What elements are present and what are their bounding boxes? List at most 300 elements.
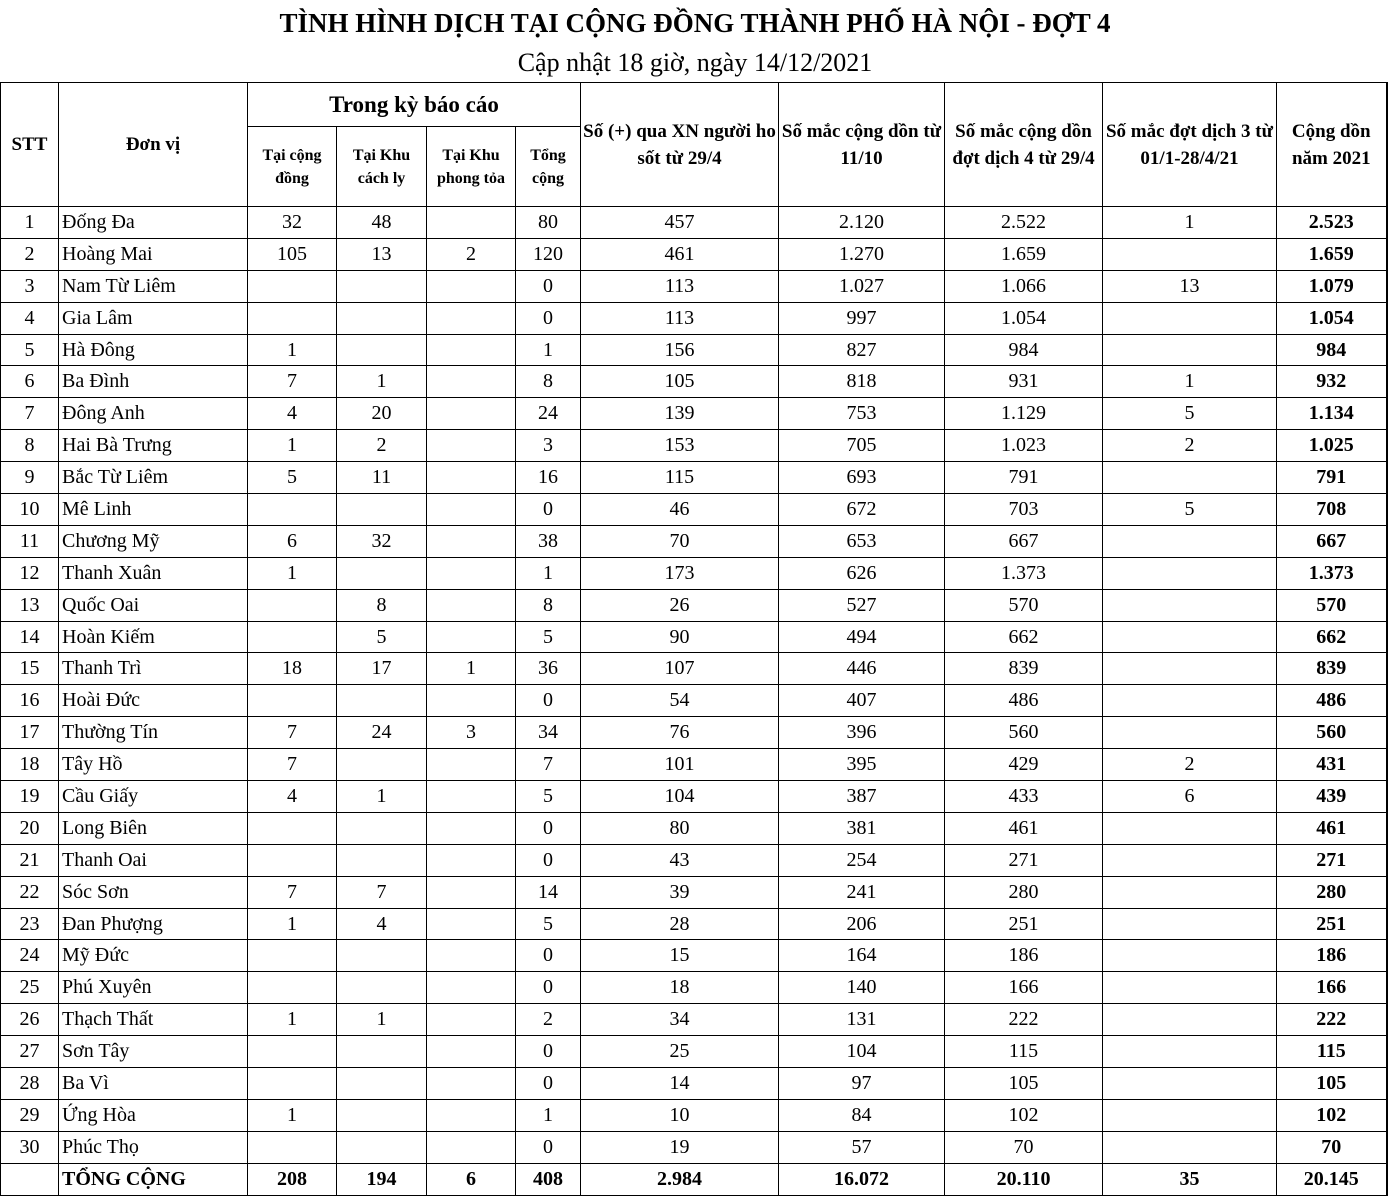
cell-cong-don-dot-4: 984 [945, 334, 1103, 366]
cell-tai-cong-dong [248, 940, 337, 972]
cell-tong-cong: 16 [516, 462, 581, 494]
table-row [1, 1068, 1387, 1100]
cell-tai-cong-dong: 1 [248, 334, 337, 366]
table-row [1, 876, 1387, 908]
cell-stt: 8 [1, 430, 59, 462]
cell-cong-don-11-10: 241 [779, 876, 945, 908]
cell-so-duong-tinh: 18 [581, 972, 779, 1004]
header-so-duong-tinh: Số (+) qua XN người ho sốt từ 29/4 [581, 83, 779, 207]
cell-cong-don-11-10: 387 [779, 781, 945, 813]
cell-cong-don-dot-4: 667 [945, 525, 1103, 557]
cell-tai-cong-dong: 32 [248, 207, 337, 239]
cell-cong-don-2021: 280 [1277, 876, 1387, 908]
cell-tai-cong-dong [248, 1131, 337, 1163]
cell-tong-cong: 0 [516, 1068, 581, 1100]
cell-tai-cong-dong [248, 494, 337, 526]
cell-tai-khu-cach-ly [337, 302, 427, 334]
cell-stt: 24 [1, 940, 59, 972]
cell-tong-cong: 5 [516, 621, 581, 653]
cell-stt: 7 [1, 398, 59, 430]
cell-so-duong-tinh: 104 [581, 781, 779, 813]
cell-stt: 14 [1, 621, 59, 653]
cell-cong-don-11-10: 104 [779, 1036, 945, 1068]
cell-tai-khu-cach-ly: 11 [337, 462, 427, 494]
cell-cong-don-dot-4: 931 [945, 366, 1103, 398]
cell-cong-don-dot-4: 251 [945, 908, 1103, 940]
cell-tai-khu-phong-toa [427, 334, 516, 366]
cell-cong-don-dot-4: 1.129 [945, 398, 1103, 430]
cell-tai-khu-cach-ly [337, 940, 427, 972]
header-cong-don-dot-4: Số mắc cộng dồn đợt dịch 4 từ 29/4 [945, 83, 1103, 207]
cell-dot-3: 2 [1103, 430, 1277, 462]
cell-don-vi: Hà Đông [59, 334, 248, 366]
header-don-vi: Đơn vị [59, 83, 248, 207]
cell-don-vi: Hoàng Mai [59, 238, 248, 270]
cell-cong-don-11-10: 1.270 [779, 238, 945, 270]
cell-cong-don-dot-4: 1.054 [945, 302, 1103, 334]
cell-so-duong-tinh: 25 [581, 1036, 779, 1068]
cell-cong-don-dot-4: 839 [945, 653, 1103, 685]
header-trong-ky-bao-cao: Trong kỳ báo cáo [248, 83, 581, 127]
cell-cong-don-dot-4: 280 [945, 876, 1103, 908]
total-don-vi: TỔNG CỘNG [59, 1163, 248, 1195]
cell-tai-cong-dong [248, 685, 337, 717]
cell-cong-don-dot-4: 703 [945, 494, 1103, 526]
cell-cong-don-2021: 70 [1277, 1131, 1387, 1163]
table-row [1, 1004, 1387, 1036]
cell-tai-cong-dong [248, 844, 337, 876]
cell-tai-khu-cach-ly: 1 [337, 1004, 427, 1036]
cell-tong-cong: 0 [516, 1036, 581, 1068]
cell-cong-don-11-10: 705 [779, 430, 945, 462]
cell-cong-don-2021: 791 [1277, 462, 1387, 494]
cell-tai-khu-cach-ly [337, 685, 427, 717]
cell-cong-don-dot-4: 560 [945, 717, 1103, 749]
cell-cong-don-2021: 431 [1277, 749, 1387, 781]
cell-tai-khu-phong-toa [427, 1068, 516, 1100]
cell-cong-don-dot-4: 105 [945, 1068, 1103, 1100]
cell-tai-khu-cach-ly: 4 [337, 908, 427, 940]
cell-tong-cong: 80 [516, 207, 581, 239]
cell-dot-3 [1103, 302, 1277, 334]
cell-cong-don-2021: 222 [1277, 1004, 1387, 1036]
cell-cong-don-dot-4: 791 [945, 462, 1103, 494]
cell-tai-cong-dong: 18 [248, 653, 337, 685]
cell-don-vi: Hoài Đức [59, 685, 248, 717]
cell-cong-don-2021: 1.134 [1277, 398, 1387, 430]
cell-tai-khu-phong-toa [427, 621, 516, 653]
cell-don-vi: Cầu Giấy [59, 781, 248, 813]
cell-tai-cong-dong: 5 [248, 462, 337, 494]
cell-so-duong-tinh: 10 [581, 1099, 779, 1131]
total-tai-khu-phong-toa: 6 [427, 1163, 516, 1195]
cell-don-vi: Ba Vì [59, 1068, 248, 1100]
cell-dot-3 [1103, 621, 1277, 653]
cell-dot-3 [1103, 685, 1277, 717]
cell-tong-cong: 0 [516, 812, 581, 844]
cell-tai-khu-phong-toa [427, 812, 516, 844]
cell-cong-don-11-10: 57 [779, 1131, 945, 1163]
cell-tai-khu-phong-toa [427, 494, 516, 526]
table-row [1, 270, 1387, 302]
cell-tai-khu-cach-ly: 13 [337, 238, 427, 270]
cell-tong-cong: 38 [516, 525, 581, 557]
cell-tong-cong: 0 [516, 972, 581, 1004]
cell-don-vi: Thanh Xuân [59, 557, 248, 589]
table-row [1, 908, 1387, 940]
table-row [1, 972, 1387, 1004]
cell-cong-don-2021: 1.373 [1277, 557, 1387, 589]
cell-tong-cong: 0 [516, 494, 581, 526]
cell-tong-cong: 8 [516, 589, 581, 621]
cell-tai-cong-dong: 1 [248, 1099, 337, 1131]
cell-so-duong-tinh: 107 [581, 653, 779, 685]
cell-so-duong-tinh: 461 [581, 238, 779, 270]
cell-don-vi: Hoàn Kiếm [59, 621, 248, 653]
cell-so-duong-tinh: 19 [581, 1131, 779, 1163]
cell-tai-khu-cach-ly [337, 972, 427, 1004]
cell-don-vi: Tây Hồ [59, 749, 248, 781]
cell-dot-3 [1103, 812, 1277, 844]
cell-cong-don-2021: 186 [1277, 940, 1387, 972]
cell-tai-khu-phong-toa [427, 207, 516, 239]
cell-cong-don-11-10: 446 [779, 653, 945, 685]
table-row [1, 812, 1387, 844]
cell-cong-don-2021: 251 [1277, 908, 1387, 940]
cell-stt: 6 [1, 366, 59, 398]
cell-tai-khu-cach-ly: 17 [337, 653, 427, 685]
cell-tong-cong: 14 [516, 876, 581, 908]
cell-cong-don-11-10: 395 [779, 749, 945, 781]
cell-tong-cong: 0 [516, 302, 581, 334]
cell-stt: 13 [1, 589, 59, 621]
cell-tai-khu-phong-toa [427, 1099, 516, 1131]
cell-don-vi: Ba Đình [59, 366, 248, 398]
cell-cong-don-2021: 439 [1277, 781, 1387, 813]
total-cong-don-11-10: 16.072 [779, 1163, 945, 1195]
cell-cong-don-11-10: 140 [779, 972, 945, 1004]
cell-so-duong-tinh: 139 [581, 398, 779, 430]
cell-dot-3 [1103, 717, 1277, 749]
cell-cong-don-2021: 2.523 [1277, 207, 1387, 239]
cell-cong-don-2021: 932 [1277, 366, 1387, 398]
cell-tong-cong: 36 [516, 653, 581, 685]
cell-tai-khu-cach-ly [337, 1036, 427, 1068]
cell-tai-khu-phong-toa [427, 749, 516, 781]
cell-tong-cong: 24 [516, 398, 581, 430]
cell-don-vi: Phúc Thọ [59, 1131, 248, 1163]
header-cong-don-2021: Cộng dồn năm 2021 [1277, 83, 1387, 207]
cell-cong-don-2021: 271 [1277, 844, 1387, 876]
cell-tong-cong: 0 [516, 685, 581, 717]
table-row [1, 462, 1387, 494]
cell-cong-don-11-10: 626 [779, 557, 945, 589]
cell-don-vi: Thanh Oai [59, 844, 248, 876]
cell-tai-khu-phong-toa [427, 876, 516, 908]
cell-cong-don-11-10: 527 [779, 589, 945, 621]
cell-tai-cong-dong [248, 972, 337, 1004]
cell-dot-3 [1103, 844, 1277, 876]
cell-stt: 22 [1, 876, 59, 908]
cell-tai-khu-cach-ly: 48 [337, 207, 427, 239]
cell-don-vi: Mỹ Đức [59, 940, 248, 972]
cell-dot-3 [1103, 653, 1277, 685]
cell-dot-3: 1 [1103, 366, 1277, 398]
cell-cong-don-11-10: 407 [779, 685, 945, 717]
cell-cong-don-dot-4: 1.659 [945, 238, 1103, 270]
cell-cong-don-dot-4: 570 [945, 589, 1103, 621]
cell-dot-3 [1103, 238, 1277, 270]
cell-so-duong-tinh: 34 [581, 1004, 779, 1036]
table-row [1, 430, 1387, 462]
cell-cong-don-11-10: 1.027 [779, 270, 945, 302]
cell-dot-3 [1103, 876, 1277, 908]
cell-cong-don-dot-4: 429 [945, 749, 1103, 781]
cell-don-vi: Đông Anh [59, 398, 248, 430]
table-row [1, 781, 1387, 813]
cell-tai-khu-phong-toa [427, 1036, 516, 1068]
cell-cong-don-2021: 166 [1277, 972, 1387, 1004]
cell-tai-khu-cach-ly: 1 [337, 781, 427, 813]
cell-tong-cong: 0 [516, 270, 581, 302]
total-dot-3: 35 [1103, 1163, 1277, 1195]
cell-stt: 9 [1, 462, 59, 494]
cell-so-duong-tinh: 153 [581, 430, 779, 462]
cell-cong-don-11-10: 131 [779, 1004, 945, 1036]
header-tai-cong-dong: Tại cộng đồng [248, 127, 337, 207]
cell-cong-don-dot-4: 102 [945, 1099, 1103, 1131]
cell-cong-don-2021: 560 [1277, 717, 1387, 749]
cell-don-vi: Sóc Sơn [59, 876, 248, 908]
cell-don-vi: Phú Xuyên [59, 972, 248, 1004]
cell-stt: 2 [1, 238, 59, 270]
cell-so-duong-tinh: 90 [581, 621, 779, 653]
cell-tai-cong-dong: 1 [248, 1004, 337, 1036]
cell-tai-khu-cach-ly [337, 1131, 427, 1163]
table-row [1, 494, 1387, 526]
cell-tai-khu-cach-ly [337, 334, 427, 366]
cell-tong-cong: 0 [516, 1131, 581, 1163]
cell-stt: 15 [1, 653, 59, 685]
cell-tai-cong-dong [248, 270, 337, 302]
cell-cong-don-dot-4: 486 [945, 685, 1103, 717]
covid-cases-table [0, 82, 1388, 1196]
cell-stt: 11 [1, 525, 59, 557]
cell-tai-cong-dong [248, 589, 337, 621]
cell-so-duong-tinh: 173 [581, 557, 779, 589]
cell-so-duong-tinh: 54 [581, 685, 779, 717]
cell-tai-khu-phong-toa [427, 844, 516, 876]
cell-so-duong-tinh: 101 [581, 749, 779, 781]
cell-cong-don-dot-4: 1.066 [945, 270, 1103, 302]
header-dot-3: Số mắc đợt dịch 3 từ 01/1-28/4/21 [1103, 83, 1277, 207]
cell-stt: 18 [1, 749, 59, 781]
cell-tong-cong: 3 [516, 430, 581, 462]
cell-tai-cong-dong [248, 1068, 337, 1100]
cell-dot-3: 13 [1103, 270, 1277, 302]
cell-tai-khu-cach-ly [337, 1068, 427, 1100]
table-row [1, 844, 1387, 876]
cell-tai-cong-dong [248, 621, 337, 653]
table-row [1, 525, 1387, 557]
cell-so-duong-tinh: 105 [581, 366, 779, 398]
cell-cong-don-dot-4: 186 [945, 940, 1103, 972]
cell-don-vi: Thạch Thất [59, 1004, 248, 1036]
cell-cong-don-2021: 461 [1277, 812, 1387, 844]
cell-tai-cong-dong: 1 [248, 908, 337, 940]
table-row [1, 302, 1387, 334]
table-row [1, 653, 1387, 685]
cell-cong-don-dot-4: 1.023 [945, 430, 1103, 462]
table-row [1, 238, 1387, 270]
cell-don-vi: Mê Linh [59, 494, 248, 526]
cell-don-vi: Quốc Oai [59, 589, 248, 621]
cell-dot-3: 5 [1103, 494, 1277, 526]
cell-tai-khu-phong-toa [427, 589, 516, 621]
cell-stt: 17 [1, 717, 59, 749]
cell-tong-cong: 1 [516, 334, 581, 366]
cell-tong-cong: 7 [516, 749, 581, 781]
cell-tai-cong-dong: 105 [248, 238, 337, 270]
cell-tong-cong: 1 [516, 557, 581, 589]
cell-don-vi: Nam Từ Liêm [59, 270, 248, 302]
cell-so-duong-tinh: 14 [581, 1068, 779, 1100]
cell-tai-khu-phong-toa [427, 685, 516, 717]
total-row [1, 1163, 1387, 1195]
cell-tai-khu-phong-toa [427, 972, 516, 1004]
cell-cong-don-11-10: 206 [779, 908, 945, 940]
table-row [1, 1099, 1387, 1131]
cell-cong-don-2021: 105 [1277, 1068, 1387, 1100]
cell-cong-don-2021: 839 [1277, 653, 1387, 685]
cell-so-duong-tinh: 15 [581, 940, 779, 972]
cell-so-duong-tinh: 46 [581, 494, 779, 526]
cell-tai-cong-dong: 1 [248, 557, 337, 589]
cell-tai-cong-dong: 4 [248, 781, 337, 813]
cell-tong-cong: 0 [516, 844, 581, 876]
table-body [1, 207, 1387, 1196]
header-stt: STT [1, 83, 59, 207]
cell-tai-cong-dong: 1 [248, 430, 337, 462]
cell-don-vi: Hai Bà Trưng [59, 430, 248, 462]
cell-stt: 20 [1, 812, 59, 844]
cell-tai-cong-dong [248, 812, 337, 844]
cell-cong-don-2021: 570 [1277, 589, 1387, 621]
cell-tai-khu-cach-ly [337, 1099, 427, 1131]
cell-tai-khu-phong-toa: 3 [427, 717, 516, 749]
cell-tai-khu-phong-toa [427, 430, 516, 462]
cell-don-vi: Gia Lâm [59, 302, 248, 334]
page-title: TÌNH HÌNH DỊCH TẠI CỘNG ĐỒNG THÀNH PHỐ HÀ NỘI - ĐỢT 4 [279, 8, 1111, 38]
cell-stt: 28 [1, 1068, 59, 1100]
cell-tai-khu-cach-ly: 2 [337, 430, 427, 462]
cell-so-duong-tinh: 76 [581, 717, 779, 749]
cell-cong-don-2021: 984 [1277, 334, 1387, 366]
cell-tong-cong: 5 [516, 781, 581, 813]
cell-tai-khu-cach-ly: 1 [337, 366, 427, 398]
cell-dot-3 [1103, 557, 1277, 589]
cell-dot-3 [1103, 940, 1277, 972]
cell-so-duong-tinh: 70 [581, 525, 779, 557]
cell-tai-khu-cach-ly: 24 [337, 717, 427, 749]
cell-cong-don-2021: 662 [1277, 621, 1387, 653]
cell-cong-don-11-10: 672 [779, 494, 945, 526]
cell-cong-don-dot-4: 433 [945, 781, 1103, 813]
cell-don-vi: Sơn Tây [59, 1036, 248, 1068]
cell-cong-don-2021: 102 [1277, 1099, 1387, 1131]
cell-don-vi: Thường Tín [59, 717, 248, 749]
cell-tai-cong-dong [248, 1036, 337, 1068]
cell-tai-khu-phong-toa [427, 557, 516, 589]
cell-cong-don-2021: 115 [1277, 1036, 1387, 1068]
cell-so-duong-tinh: 115 [581, 462, 779, 494]
cell-so-duong-tinh: 39 [581, 876, 779, 908]
cell-tai-khu-phong-toa [427, 940, 516, 972]
total-tai-cong-dong: 208 [248, 1163, 337, 1195]
cell-tai-khu-phong-toa: 1 [427, 653, 516, 685]
cell-tai-khu-cach-ly [337, 749, 427, 781]
cell-dot-3 [1103, 1036, 1277, 1068]
cell-tong-cong: 0 [516, 940, 581, 972]
cell-tai-khu-cach-ly [337, 812, 427, 844]
cell-tai-khu-cach-ly: 32 [337, 525, 427, 557]
cell-tai-khu-phong-toa [427, 525, 516, 557]
cell-cong-don-2021: 486 [1277, 685, 1387, 717]
cell-so-duong-tinh: 457 [581, 207, 779, 239]
cell-stt: 19 [1, 781, 59, 813]
cell-stt: 23 [1, 908, 59, 940]
table-row [1, 621, 1387, 653]
cell-dot-3 [1103, 462, 1277, 494]
total-cong-don-2021: 20.145 [1277, 1163, 1387, 1195]
table-row [1, 1131, 1387, 1163]
cell-tai-khu-phong-toa [427, 302, 516, 334]
cell-stt: 3 [1, 270, 59, 302]
cell-tai-cong-dong: 7 [248, 717, 337, 749]
cell-don-vi: Thanh Trì [59, 653, 248, 685]
cell-don-vi: Long Biên [59, 812, 248, 844]
cell-dot-3: 5 [1103, 398, 1277, 430]
cell-tai-cong-dong: 7 [248, 749, 337, 781]
cell-cong-don-11-10: 97 [779, 1068, 945, 1100]
cell-dot-3 [1103, 1068, 1277, 1100]
cell-dot-3 [1103, 972, 1277, 1004]
cell-cong-don-11-10: 753 [779, 398, 945, 430]
cell-cong-don-dot-4: 461 [945, 812, 1103, 844]
cell-don-vi: Bắc Từ Liêm [59, 462, 248, 494]
cell-stt: 16 [1, 685, 59, 717]
cell-cong-don-2021: 667 [1277, 525, 1387, 557]
cell-tai-khu-cach-ly: 20 [337, 398, 427, 430]
cell-don-vi: Chương Mỹ [59, 525, 248, 557]
cell-so-duong-tinh: 156 [581, 334, 779, 366]
total-cong-don-dot-4: 20.110 [945, 1163, 1103, 1195]
cell-cong-don-dot-4: 70 [945, 1131, 1103, 1163]
cell-cong-don-2021: 1.054 [1277, 302, 1387, 334]
cell-stt: 29 [1, 1099, 59, 1131]
cell-tong-cong: 2 [516, 1004, 581, 1036]
cell-don-vi: Đan Phượng [59, 908, 248, 940]
cell-tong-cong: 34 [516, 717, 581, 749]
table-row [1, 940, 1387, 972]
cell-cong-don-11-10: 997 [779, 302, 945, 334]
cell-tai-cong-dong: 7 [248, 876, 337, 908]
cell-tai-khu-cach-ly: 5 [337, 621, 427, 653]
cell-cong-don-11-10: 2.120 [779, 207, 945, 239]
cell-dot-3 [1103, 525, 1277, 557]
cell-cong-don-11-10: 818 [779, 366, 945, 398]
cell-stt: 21 [1, 844, 59, 876]
